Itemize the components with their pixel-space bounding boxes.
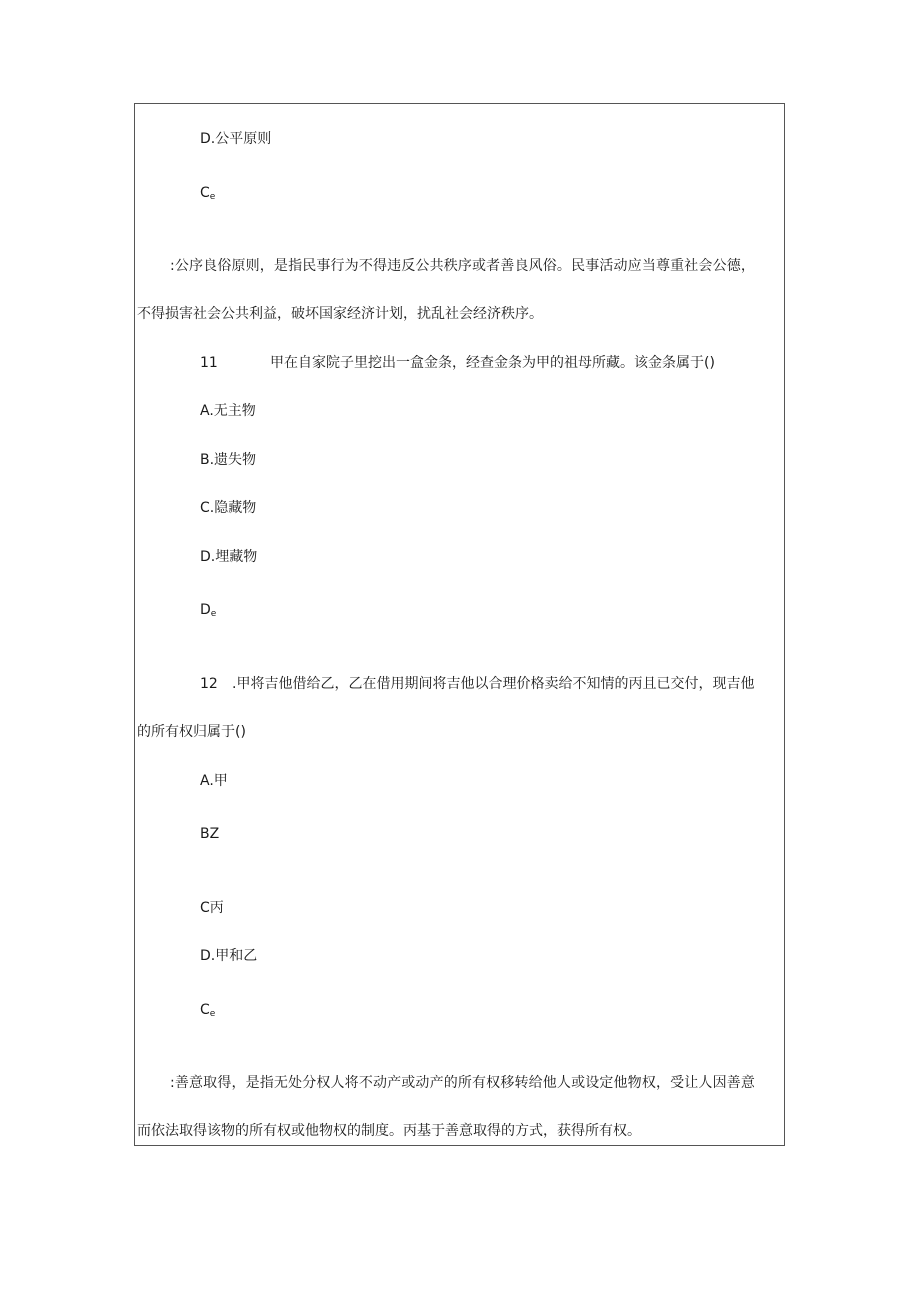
q11-question: 甲在自家院子里挖出一盒金条，经查金条为甲的祖母所藏。该金条属于() <box>270 355 715 371</box>
q12-explanation-line1: :善意取得，是指无处分权人将不动产或动产的所有权移转给他人或设定他物权，受让人因善意 <box>170 1075 756 1091</box>
q12-answer-letter: C <box>200 1002 210 1018</box>
q12-answer <box>200 1001 215 1023</box>
q11-number: 11 <box>200 355 218 371</box>
q12-option-b: BZ <box>200 826 220 842</box>
q10-explanation-line1: :公序良俗原则，是指民事行为不得违反公共秩序或者善良风俗。民事活动应当尊重社会公德， <box>170 258 756 274</box>
q11-answer-letter: D <box>200 602 211 618</box>
q12-option-c: C丙 <box>200 900 224 916</box>
q12-option-d: D.甲和乙 <box>200 948 258 964</box>
q12-option-a: A.甲 <box>200 773 228 789</box>
q11-option-d: D.埋藏物 <box>200 549 258 565</box>
q12-question-line2: 的所有权归属于() <box>137 724 246 740</box>
q10-option-d: D.公平原则 <box>200 131 272 147</box>
q12-number: 12 <box>200 676 218 692</box>
q10-answer <box>200 184 215 206</box>
q12-question-line1: .甲将吉他借给乙，乙在借用期间将吉他以合理价格卖给不知情的丙且已交付，现吉他 <box>232 676 755 692</box>
q12-answer-sub: e <box>209 1009 216 1019</box>
q11-answer <box>200 601 216 623</box>
q11-option-a: A.无主物 <box>200 403 256 419</box>
q11-answer-sub: e <box>210 609 217 619</box>
q11-option-b: B.遗失物 <box>200 452 257 468</box>
q10-answer-letter: C <box>200 185 210 201</box>
q11-option-c: C.隐藏物 <box>200 500 257 516</box>
q12-explanation-line2: 而依法取得该物的所有权或他物权的制度。丙基于善意取得的方式，获得所有权。 <box>137 1123 641 1139</box>
q10-answer-sub: e <box>209 192 216 202</box>
q10-explanation-line2: 不得损害社会公共利益，破坏国家经济计划，扰乱社会经济秩序。 <box>137 306 543 322</box>
